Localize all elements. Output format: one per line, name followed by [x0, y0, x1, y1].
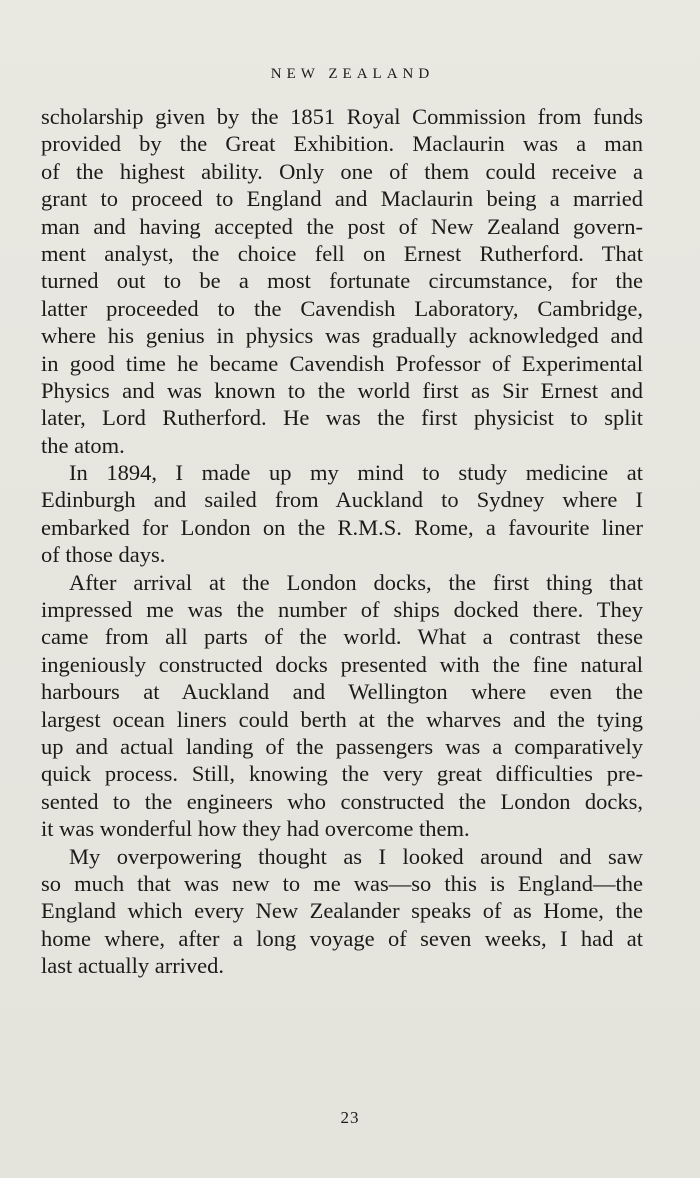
text-line: impressed me was the number of ships docked there. They — [41, 597, 643, 623]
text-line: embarked for London on the R.M.S. Rome, a favourite liner — [41, 514, 643, 540]
text-line: in good time he became Cavendish Professor of Experimental — [41, 350, 643, 376]
text-line: came from all parts of the world. What a contrast these — [41, 624, 643, 650]
text-line: latter proceeded to the Cavendish Laboratory, Cambridge, — [41, 295, 643, 321]
text-line: later, Lord Rutherford. He was the first physicist to split — [41, 405, 643, 431]
text-line: ingeniously constructed docks presented with the fine natural — [41, 651, 643, 677]
text-line: ment analyst, the choice fell on Ernest Rutherford. That — [41, 240, 643, 266]
text-line: Edinburgh and sailed from Auckland to Sydney where I — [41, 487, 643, 513]
paragraph-end-line: last actually arrived. — [41, 953, 225, 979]
body-text — [41, 103, 643, 980]
page-number: 23 — [340, 1108, 360, 1127]
paragraph-start-line: After arrival at the London docks, the first thing that — [69, 569, 643, 595]
text-line: where his genius in physics was gradually acknowledged and — [41, 323, 643, 349]
text-line: harbours at Auckland and Wellington where even the — [41, 679, 643, 705]
paragraph-end-line: the atom. — [41, 432, 125, 458]
paragraph-end-line: it was wonderful how they had overcome them. — [41, 816, 470, 842]
text-line: quick process. Still, knowing the very great difficulties pre- — [41, 761, 643, 787]
text-line: up and actual landing of the passengers was a comparatively — [41, 733, 643, 759]
text-line: provided by the Great Exhibition. Maclaurin was a man — [41, 131, 643, 157]
paragraph-end-line: of those days. — [41, 542, 166, 568]
paragraph-start-line: In 1894, I made up my mind to study medicine at — [69, 460, 643, 486]
text-line: sented to the engineers who constructed the London docks, — [41, 788, 643, 814]
text-line: Physics and was known to the world first as Sir Ernest and — [41, 377, 643, 403]
running-head: NEW ZEALAND — [270, 66, 435, 82]
text-line: grant to proceed to England and Maclaurin being a married — [41, 186, 643, 212]
text-line: home where, after a long voyage of seven weeks, I had at — [41, 925, 643, 951]
text-line: so much that was new to me was—so this is England—the — [41, 870, 643, 896]
text-line: of the highest ability. Only one of them could receive a — [41, 158, 643, 184]
text-line: man and having accepted the post of New Zealand govern- — [41, 213, 643, 239]
text-line: scholarship given by the 1851 Royal Commission from funds — [41, 104, 643, 129]
text-line: England which every New Zealander speaks of as Home, the — [41, 898, 643, 924]
paragraph-start-line: My overpowering thought as I looked around and saw — [69, 843, 643, 869]
text-line: turned out to be a most fortunate circumstance, for the — [41, 268, 643, 294]
text-line: largest ocean liners could berth at the wharves and the tying — [41, 706, 643, 732]
